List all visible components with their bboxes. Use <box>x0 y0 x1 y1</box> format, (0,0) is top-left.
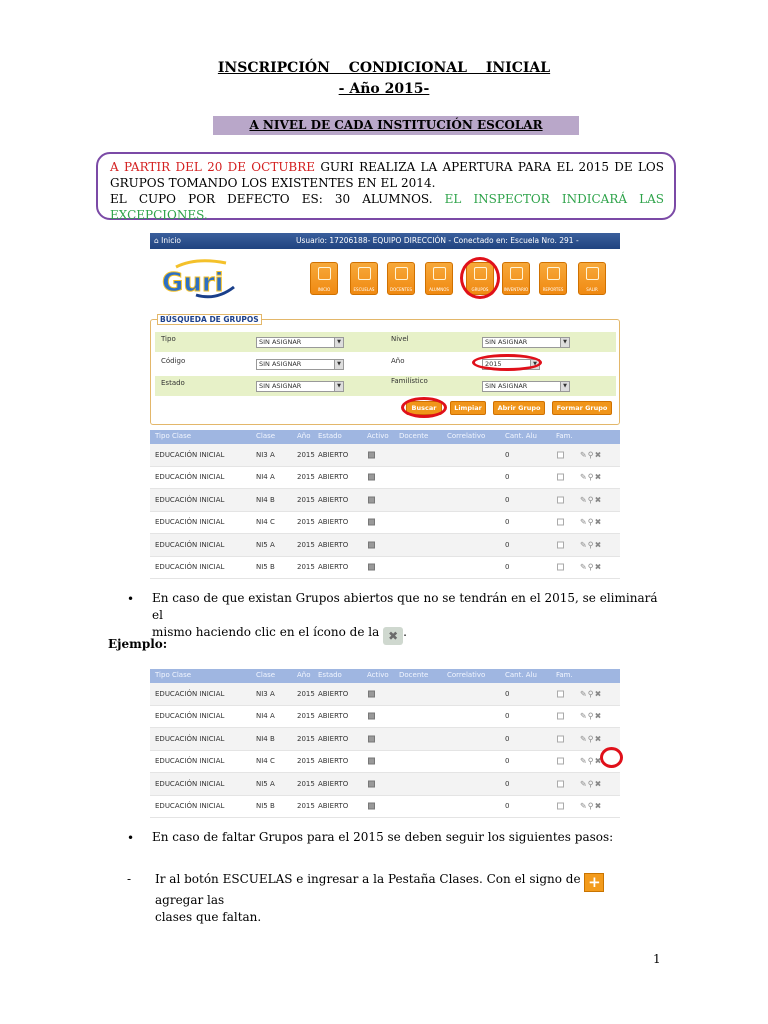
home-link[interactable]: ⌂ Inicio <box>154 236 182 245</box>
fam-checkbox[interactable] <box>557 690 564 697</box>
table-cell: 2015 <box>297 689 315 698</box>
activo-checkbox[interactable] <box>368 758 375 765</box>
activo-checkbox[interactable] <box>368 713 375 720</box>
teacher-icon <box>395 267 408 280</box>
groups-grid <box>150 430 620 579</box>
grid-header-cell[interactable]: Cant. Alu <box>505 432 537 440</box>
guri-logo <box>156 257 238 305</box>
grid-header-cell[interactable]: Año <box>297 671 311 679</box>
grid-header-cell[interactable]: Estado <box>318 671 342 679</box>
delete-icon[interactable]: ✖ <box>594 517 603 527</box>
table-cell: 0 <box>505 779 510 788</box>
search-icon[interactable]: ⚲ <box>587 540 595 550</box>
table-cell: 2015 <box>297 540 315 549</box>
table-cell: ABIERTO <box>318 495 349 504</box>
table-cell: 2015 <box>297 779 315 788</box>
row-actions <box>580 495 602 504</box>
activo-checkbox[interactable] <box>368 803 375 810</box>
students-icon <box>433 267 446 280</box>
table-row[interactable] <box>150 706 620 729</box>
grid-header-cell[interactable]: Fam. <box>556 432 573 440</box>
limpiar-button[interactable]: Limpiar <box>450 401 486 415</box>
fam-checkbox[interactable] <box>557 474 564 481</box>
grid-header <box>150 669 620 683</box>
nivel-label: Nivel <box>391 335 409 343</box>
table-row[interactable] <box>150 751 620 774</box>
grid-header-cell[interactable]: Estado <box>318 432 342 440</box>
delete-icon: ✖ <box>383 627 403 645</box>
familistico-select[interactable]: SIN ASIGNAR ▼ <box>482 381 570 392</box>
grid-header-cell[interactable]: Fam. <box>556 671 573 679</box>
delete-icon[interactable]: ✖ <box>594 450 603 460</box>
search-icon[interactable]: ⚲ <box>587 472 595 482</box>
grid-header-cell[interactable]: Docente <box>399 432 429 440</box>
table-row[interactable] <box>150 773 620 796</box>
table-cell: ABIERTO <box>318 712 349 721</box>
table-cell: EDUCACIÓN INICIAL <box>155 540 225 549</box>
filter-row-3 <box>155 376 616 396</box>
table-cell: NI4 A <box>256 473 275 482</box>
dash-marker: - <box>127 872 132 886</box>
table-row[interactable] <box>150 512 620 535</box>
title-line-1: INSCRIPCIÓN CONDICIONAL INICIAL <box>217 60 551 76</box>
anio-select[interactable]: 2015 ▼ <box>482 359 540 370</box>
edit-icon[interactable]: ✎ <box>580 472 588 482</box>
table-cell: 0 <box>505 518 510 527</box>
reports-icon <box>547 267 560 280</box>
notice-text-2: EL CUPO POR DEFECTO ES: 30 ALUMNOS. <box>110 192 433 206</box>
chevron-down-icon: ▼ <box>334 338 343 347</box>
edit-icon[interactable]: ✎ <box>580 495 588 505</box>
example-grid <box>150 669 620 818</box>
activo-checkbox[interactable] <box>368 690 375 697</box>
nav-inventario-button[interactable]: INVENTARIO <box>502 262 530 295</box>
table-cell: NI4 C <box>256 518 275 527</box>
search-icon[interactable]: ⚲ <box>587 562 595 572</box>
example-screenshot <box>150 669 620 819</box>
exit-icon <box>586 267 599 280</box>
table-cell: NI4 C <box>256 757 275 766</box>
fam-checkbox[interactable] <box>557 541 564 548</box>
table-cell: 2015 <box>297 802 315 811</box>
edit-icon[interactable]: ✎ <box>580 689 588 699</box>
search-icon[interactable]: ⚲ <box>587 450 595 460</box>
fam-checkbox[interactable] <box>557 451 564 458</box>
notice-text-1: GURI REALIZA LA APERTURA PARA EL 2015 DE LOS GRUPOS TOMANDO LOS EXISTENTES EN EL 2014. <box>110 160 664 190</box>
activo-checkbox[interactable] <box>368 564 375 571</box>
bullet-dot: • <box>127 592 135 606</box>
notice-inspector: EL INSPECTOR INDICARÁ LAS EXCEPCIONES. <box>110 192 664 222</box>
table-cell: ABIERTO <box>318 689 349 698</box>
nav-inicio-button[interactable]: INICIO <box>310 262 338 295</box>
activo-checkbox[interactable] <box>368 519 375 526</box>
fam-checkbox[interactable] <box>557 564 564 571</box>
bullet-dot: • <box>127 831 135 845</box>
delete-icon[interactable]: ✖ <box>594 689 603 699</box>
table-cell: ABIERTO <box>318 757 349 766</box>
table-row[interactable] <box>150 534 620 557</box>
edit-icon[interactable]: ✎ <box>580 734 588 744</box>
grid-header <box>150 430 620 444</box>
table-cell: 2015 <box>297 473 315 482</box>
table-cell: EDUCACIÓN INICIAL <box>155 473 225 482</box>
school-icon <box>358 267 371 280</box>
row-actions <box>580 734 602 743</box>
table-row[interactable] <box>150 796 620 819</box>
table-cell: NI3 A <box>256 450 275 459</box>
table-cell: 0 <box>505 802 510 811</box>
table-cell: 0 <box>505 712 510 721</box>
bullet-text-2: En caso de faltar Grupos para el 2015 se deben seguir los siguientes pasos: <box>152 830 614 844</box>
table-row[interactable] <box>150 467 620 490</box>
table-cell: NI3 A <box>256 689 275 698</box>
activo-checkbox[interactable] <box>368 451 375 458</box>
table-cell: 0 <box>505 495 510 504</box>
fam-checkbox[interactable] <box>557 735 564 742</box>
row-actions <box>580 779 602 788</box>
row-actions <box>580 473 602 482</box>
grid-header-cell[interactable]: Activo <box>367 432 389 440</box>
anio-label: Año <box>391 357 405 365</box>
table-cell: ABIERTO <box>318 518 349 527</box>
edit-icon[interactable]: ✎ <box>580 562 588 572</box>
table-cell: EDUCACIÓN INICIAL <box>155 712 225 721</box>
search-icon[interactable]: ⚲ <box>587 801 595 811</box>
table-cell: NI5 B <box>256 802 275 811</box>
row-actions <box>580 540 602 549</box>
row-actions <box>580 563 602 572</box>
edit-icon[interactable]: ✎ <box>580 756 588 766</box>
fam-checkbox[interactable] <box>557 519 564 526</box>
nav-escuelas-button[interactable]: ESCUELAS <box>350 262 378 295</box>
activo-checkbox[interactable] <box>368 474 375 481</box>
search-legend: BÚSQUEDA DE GRUPOS <box>157 314 262 325</box>
row-actions <box>580 802 602 811</box>
codigo-select[interactable]: SIN ASIGNAR ▼ <box>256 359 344 370</box>
table-cell: ABIERTO <box>318 734 349 743</box>
fam-checkbox[interactable] <box>557 496 564 503</box>
search-panel <box>150 315 620 425</box>
section-banner: A NIVEL DE CADA INSTITUCIÓN ESCOLAR <box>213 116 579 135</box>
delete-icon[interactable]: ✖ <box>594 540 603 550</box>
table-cell: ABIERTO <box>318 450 349 459</box>
activo-checkbox[interactable] <box>368 780 375 787</box>
fam-checkbox[interactable] <box>557 803 564 810</box>
home-icon <box>318 267 331 280</box>
table-cell: NI5 A <box>256 540 275 549</box>
table-cell: EDUCACIÓN INICIAL <box>155 563 225 572</box>
fam-checkbox[interactable] <box>557 780 564 787</box>
table-cell: ABIERTO <box>318 473 349 482</box>
chevron-down-icon: ▼ <box>560 338 569 347</box>
table-cell: 2015 <box>297 734 315 743</box>
search-icon[interactable]: ⚲ <box>587 495 595 505</box>
estado-label: Estado <box>161 379 185 387</box>
grid-header-cell[interactable]: Docente <box>399 671 429 679</box>
inventory-icon <box>510 267 523 280</box>
delete-icon[interactable]: ✖ <box>594 711 603 721</box>
table-row[interactable] <box>150 444 620 467</box>
table-cell: NI4 A <box>256 712 275 721</box>
grid-header-cell[interactable]: Activo <box>367 671 389 679</box>
table-cell: NI5 A <box>256 779 275 788</box>
table-cell: EDUCACIÓN INICIAL <box>155 518 225 527</box>
highlight-circle-buscar <box>401 397 447 418</box>
tipo-label: Tipo <box>161 335 176 343</box>
edit-icon[interactable]: ✎ <box>580 540 588 550</box>
logo-text: Guri <box>162 268 224 298</box>
bullet-text-1: En caso de que existan Grupos abiertos que no se tendrán en el 2015, se eliminará el mismo haciendo clic en el ícono de la ✖ . <box>152 591 658 643</box>
table-row[interactable] <box>150 557 620 580</box>
delete-icon[interactable]: ✖ <box>594 472 603 482</box>
activo-checkbox[interactable] <box>368 541 375 548</box>
table-cell: 2015 <box>297 757 315 766</box>
table-cell: 0 <box>505 473 510 482</box>
filter-row-2 <box>155 354 616 374</box>
table-cell: EDUCACIÓN INICIAL <box>155 757 225 766</box>
table-cell: 0 <box>505 540 510 549</box>
search-icon[interactable]: ⚲ <box>587 711 595 721</box>
app-topbar <box>150 233 620 261</box>
table-cell: 2015 <box>297 563 315 572</box>
tipo-select[interactable]: SIN ASIGNAR ▼ <box>256 337 344 348</box>
table-cell: 2015 <box>297 450 315 459</box>
edit-icon[interactable]: ✎ <box>580 450 588 460</box>
plus-icon: + <box>584 873 604 892</box>
table-cell: EDUCACIÓN INICIAL <box>155 779 225 788</box>
nivel-select[interactable]: SIN ASIGNAR ▼ <box>482 337 570 348</box>
edit-icon[interactable]: ✎ <box>580 711 588 721</box>
table-cell: 0 <box>505 563 510 572</box>
fam-checkbox[interactable] <box>557 713 564 720</box>
buscar-button[interactable]: Buscar <box>406 401 442 415</box>
table-cell: 0 <box>505 757 510 766</box>
delete-icon[interactable]: ✖ <box>594 562 603 572</box>
nav-salir-button[interactable]: SALIR <box>578 262 606 295</box>
row-actions <box>580 518 602 527</box>
formar-grupo-button[interactable]: Formar Grupo <box>552 401 612 415</box>
table-row[interactable] <box>150 489 620 512</box>
table-cell: EDUCACIÓN INICIAL <box>155 450 225 459</box>
nav-grupos-button[interactable]: GRUPOS <box>466 262 494 295</box>
table-cell: 2015 <box>297 518 315 527</box>
table-cell: ABIERTO <box>318 802 349 811</box>
notice-box <box>96 152 676 220</box>
filter-row-1 <box>155 332 616 352</box>
table-cell: 0 <box>505 689 510 698</box>
table-cell: NI4 B <box>256 495 275 504</box>
table-cell: EDUCACIÓN INICIAL <box>155 734 225 743</box>
chevron-down-icon: ▼ <box>560 382 569 391</box>
nav-reportes-button[interactable]: REPORTES <box>539 262 567 295</box>
page-number: 1 <box>653 952 661 966</box>
notice-date: A PARTIR DEL 20 DE OCTUBRE <box>110 160 316 174</box>
highlight-circle-grupos <box>460 257 500 299</box>
codigo-label: Código <box>161 357 186 365</box>
row-actions <box>580 450 602 459</box>
table-cell: EDUCACIÓN INICIAL <box>155 495 225 504</box>
chevron-down-icon: ▼ <box>334 360 343 369</box>
table-cell: 2015 <box>297 712 315 721</box>
familistico-label: Familístico <box>391 377 428 385</box>
grid-header-cell[interactable]: Correlativo <box>447 432 486 440</box>
delete-icon[interactable]: ✖ <box>594 756 603 766</box>
highlight-circle-delete <box>600 747 623 768</box>
grid-header-cell[interactable]: Correlativo <box>447 671 486 679</box>
chevron-down-icon: ▼ <box>530 360 539 369</box>
ejemplo-label: Ejemplo: <box>108 637 168 651</box>
activo-checkbox[interactable] <box>368 496 375 503</box>
chevron-down-icon: ▼ <box>334 382 343 391</box>
grid-header-cell[interactable]: Clase <box>256 671 276 679</box>
search-icon[interactable]: ⚲ <box>587 734 595 744</box>
table-cell: ABIERTO <box>318 779 349 788</box>
activo-checkbox[interactable] <box>368 735 375 742</box>
search-icon[interactable]: ⚲ <box>587 756 595 766</box>
delete-icon[interactable]: ✖ <box>594 734 603 744</box>
edit-icon[interactable]: ✎ <box>580 801 588 811</box>
delete-icon[interactable]: ✖ <box>594 495 603 505</box>
table-cell: ABIERTO <box>318 563 349 572</box>
row-actions <box>580 689 602 698</box>
abrir-grupo-button[interactable]: Abrir Grupo <box>493 401 545 415</box>
delete-icon[interactable]: ✖ <box>594 801 603 811</box>
step-text-1: Ir al botón ESCUELAS e ingresar a la Pestaña Clases. Con el signo de + agregar las clases que faltan. <box>155 871 655 926</box>
fam-checkbox[interactable] <box>557 758 564 765</box>
nav-alumnos-button[interactable]: ALUMNOS <box>425 262 453 295</box>
edit-icon[interactable]: ✎ <box>580 779 588 789</box>
table-cell: EDUCACIÓN INICIAL <box>155 802 225 811</box>
table-row[interactable] <box>150 728 620 751</box>
table-cell: NI4 B <box>256 734 275 743</box>
guri-screenshot <box>150 233 620 581</box>
edit-icon[interactable]: ✎ <box>580 517 588 527</box>
search-icon[interactable]: ⚲ <box>587 517 595 527</box>
nav-docentes-button[interactable]: DOCENTES <box>387 262 415 295</box>
title-line-2: - Año 2015- <box>338 81 430 97</box>
grid-header-cell[interactable]: Tipo Clase <box>155 432 192 440</box>
table-cell: 0 <box>505 450 510 459</box>
table-cell: 2015 <box>297 495 315 504</box>
search-icon[interactable]: ⚲ <box>587 779 595 789</box>
row-actions <box>580 712 602 721</box>
grid-header-cell[interactable]: Año <box>297 432 311 440</box>
table-cell: ABIERTO <box>318 540 349 549</box>
table-row[interactable] <box>150 683 620 706</box>
search-icon[interactable]: ⚲ <box>587 689 595 699</box>
table-cell: NI5 B <box>256 563 275 572</box>
grid-header-cell[interactable]: Cant. Alu <box>505 671 537 679</box>
grid-header-cell[interactable]: Clase <box>256 432 276 440</box>
user-info: Usuario: 17206188- EQUIPO DIRECCIÓN - Conectado en: Escuela Nro. 291 - MONTEVIDEO <box>296 236 579 261</box>
table-cell: EDUCACIÓN INICIAL <box>155 689 225 698</box>
grid-header-cell[interactable]: Tipo Clase <box>155 671 192 679</box>
table-cell: 0 <box>505 734 510 743</box>
highlight-circle-anio <box>472 354 542 371</box>
estado-select[interactable]: SIN ASIGNAR ▼ <box>256 381 344 392</box>
row-actions <box>580 757 602 766</box>
delete-icon[interactable]: ✖ <box>594 779 603 789</box>
